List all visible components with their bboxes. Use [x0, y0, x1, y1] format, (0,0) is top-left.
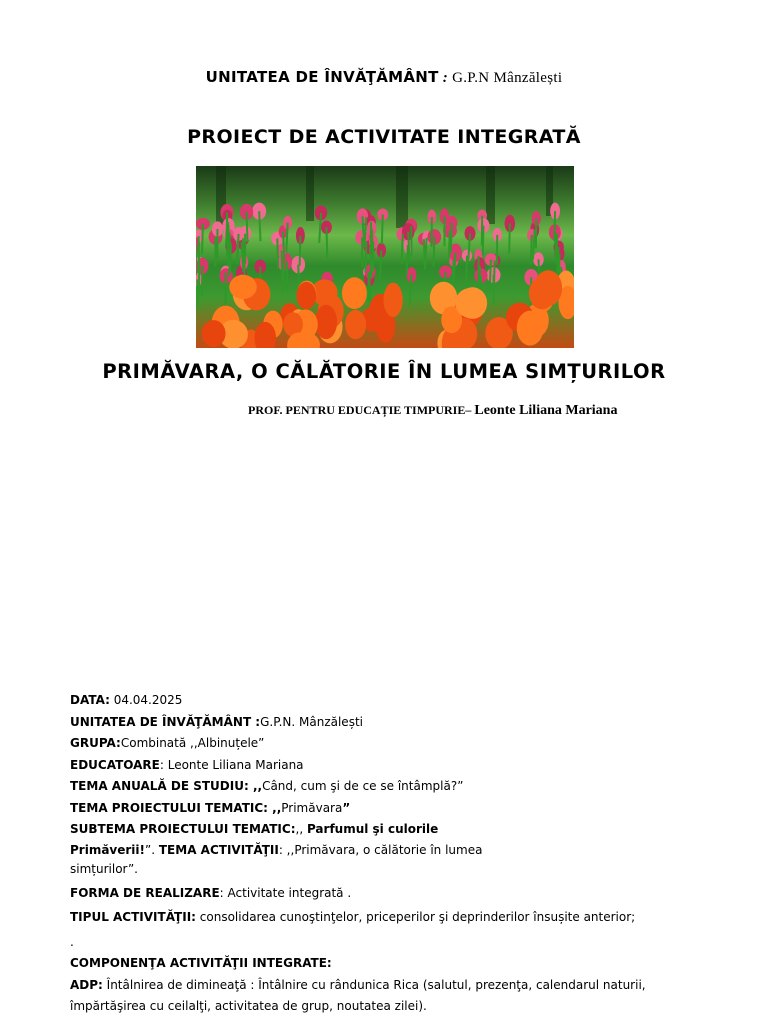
detail-dot: .: [70, 934, 74, 949]
prof-line: [248, 403, 617, 419]
header-unit-value: G.P.N Mânzălești: [448, 70, 563, 86]
header-unit-label: UNITATEA DE ÎNVĂŢĂMÂNT: [205, 68, 439, 86]
detail-subtema-cont: Primăverii!”. TEMA ACTIVITĂŢII: ,,Primăvara, o călătorie în lumea: [70, 842, 483, 857]
detail-unit: UNITATEA DE ÎNVĂŢĂMÂNT :G.P.N. Mânzălești: [70, 714, 363, 729]
detail-tema-activitatii-cont: simțurilor”.: [70, 861, 138, 876]
detail-subtema: SUBTEMA PROIECTULUI TEMATIC:,, Parfumul şi culorile: [70, 822, 439, 836]
details-block: [70, 690, 670, 1018]
document-title: PRIMĂVARA, O CĂLĂTORIE ÎN LUMEA SIMȚURILOR: [102, 360, 666, 383]
detail-educatoare: EDUCATOARE: Leonte Liliana Mariana: [70, 757, 304, 772]
prof-name: Leonte Liliana Mariana: [474, 403, 618, 418]
detail-tipul: TIPUL ACTIVITĂŢII: consolidarea cunoştinţelor, priceperilor şi deprinderilor însușite anterior;: [70, 910, 636, 924]
detail-adp: ADP: Întâlnirea de dimineaţă : Întâlnire cu rândunica Rica (salutul, prezenţa, calendarul naturii,: [70, 977, 646, 992]
detail-forma: FORMA DE REALIZARE: Activitate integrată .: [70, 885, 352, 900]
detail-adp-cont: împărtăşirea cu ceilalţi, activitatea de grup, noutatea zilei).: [70, 999, 427, 1013]
prof-label: PROF. PENTRU EDUCAȚIE TIMPURIE–: [248, 403, 475, 417]
detail-grupa: GRUPA:Combinată ,,Albinuțele”: [70, 736, 265, 750]
tulip-field-photo: [196, 166, 574, 348]
detail-componenta: COMPONENŢA ACTIVITĂŢII INTEGRATE:: [70, 956, 332, 970]
detail-data: DATA: 04.04.2025: [70, 693, 183, 707]
project-heading: PROIECT DE ACTIVITATE INTEGRATĂ: [187, 126, 581, 148]
detail-tema-anuala: TEMA ANUALĂ DE STUDIU: ,,Când, cum şi de ce se întâmplă?”: [70, 779, 464, 793]
header-unit-colon: :: [438, 70, 449, 86]
detail-tema-proiect: TEMA PROIECTULUI TEMATIC: ,,Primăvara”: [70, 800, 351, 815]
header-unit: [0, 68, 768, 87]
